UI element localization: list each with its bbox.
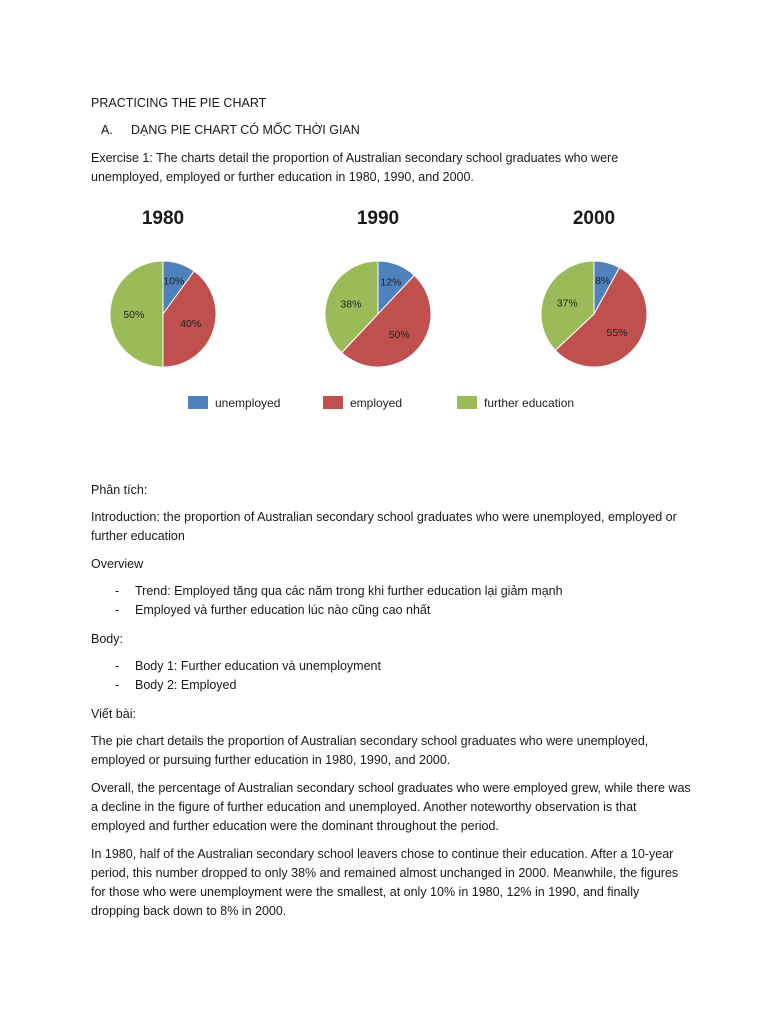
overview-item [91, 601, 691, 620]
pie-title: 2000 [572, 208, 616, 229]
pie-charts [91, 196, 691, 441]
bullet-dash: - [115, 584, 120, 598]
pie-data-label: 12% [380, 276, 402, 289]
pie-title: 1980 [141, 208, 185, 229]
legend-label: further education [484, 396, 575, 410]
overview-item-text: Trend: Employed tăng qua các năm trong khi further education lại giảm mạnh [135, 584, 563, 598]
bullet-dash: - [115, 678, 120, 692]
essay-paragraph-2: Overall, the percentage of Australian secondary school graduates who were employed grew, while there was a decline in the figure of further education and unemployed. Another noteworthy observation is that employed and further education were the dominant throughout the period. [91, 781, 691, 833]
exercise-text: Exercise 1: The charts detail the proportion of Australian secondary school graduates who were unemployed, employed or further education in 1980, 1990, and 2000. [91, 151, 619, 184]
pie-data-label: 10% [163, 275, 185, 288]
legend-swatch-unemployed [188, 396, 208, 409]
legend-swatch-employed [323, 396, 343, 409]
section-number: A. [101, 123, 113, 137]
essay-paragraph-3: In 1980, half of the Australian secondary school leavers chose to continue their education. After a 10-year period, this number dropped to only 38% and remained almost unchanged in 2000. Meanwhile, the figures for those who were unemployment were the smallest, at only 10% in 1980, 12% in 1990, and finally dropping back down to 8% in 2000. [91, 847, 679, 918]
body-item-text: Body 1: Further education và unemployment [135, 659, 381, 673]
body-item [91, 676, 691, 695]
pie-data-label: 8% [595, 275, 611, 288]
document-page [91, 94, 691, 930]
bullet-dash: - [115, 603, 120, 617]
introduction-text: Introduction: the proportion of Australian secondary school graduates who were unemployed, employed or further education [91, 510, 677, 543]
pie-data-label: 40% [180, 318, 202, 330]
pie-1990 [325, 208, 431, 367]
body-list [91, 657, 691, 695]
writing-heading: Viết bài: [91, 707, 136, 721]
analysis-heading: Phân tích: [91, 483, 148, 497]
legend-label: employed [350, 396, 403, 410]
essay-paragraph-1: The pie chart details the proportion of Australian secondary school graduates who were unemployed, employed or pursuing further education in 1980, 1990, and 2000. [91, 734, 649, 767]
section-label: DẠNG PIE CHART CÓ MỐC THỜI GIAN [131, 123, 360, 137]
bullet-dash: - [115, 659, 120, 673]
pie-2000 [541, 208, 647, 367]
pie-data-label: 50% [123, 309, 145, 321]
legend-label: unemployed [215, 396, 281, 410]
overview-heading: Overview [91, 557, 144, 571]
pie-data-label: 37% [556, 297, 578, 310]
pie-charts-svg [91, 196, 691, 441]
body-item-text: Body 2: Employed [135, 678, 237, 692]
pie-data-label: 50% [388, 329, 410, 341]
pie-title: 1990 [356, 208, 400, 229]
body-heading: Body: [91, 632, 123, 646]
overview-list [91, 582, 691, 620]
legend-swatch-further-education [457, 396, 477, 409]
body-item [91, 657, 691, 676]
pie-1980 [110, 208, 216, 367]
overview-item-text: Employed và further education lúc nào cũng cao nhất [135, 603, 431, 617]
document-title: PRACTICING THE PIE CHART [91, 96, 267, 110]
pie-data-label: 38% [340, 298, 362, 311]
section-heading [91, 121, 691, 140]
overview-item [91, 582, 691, 601]
pie-data-label: 55% [606, 326, 628, 339]
